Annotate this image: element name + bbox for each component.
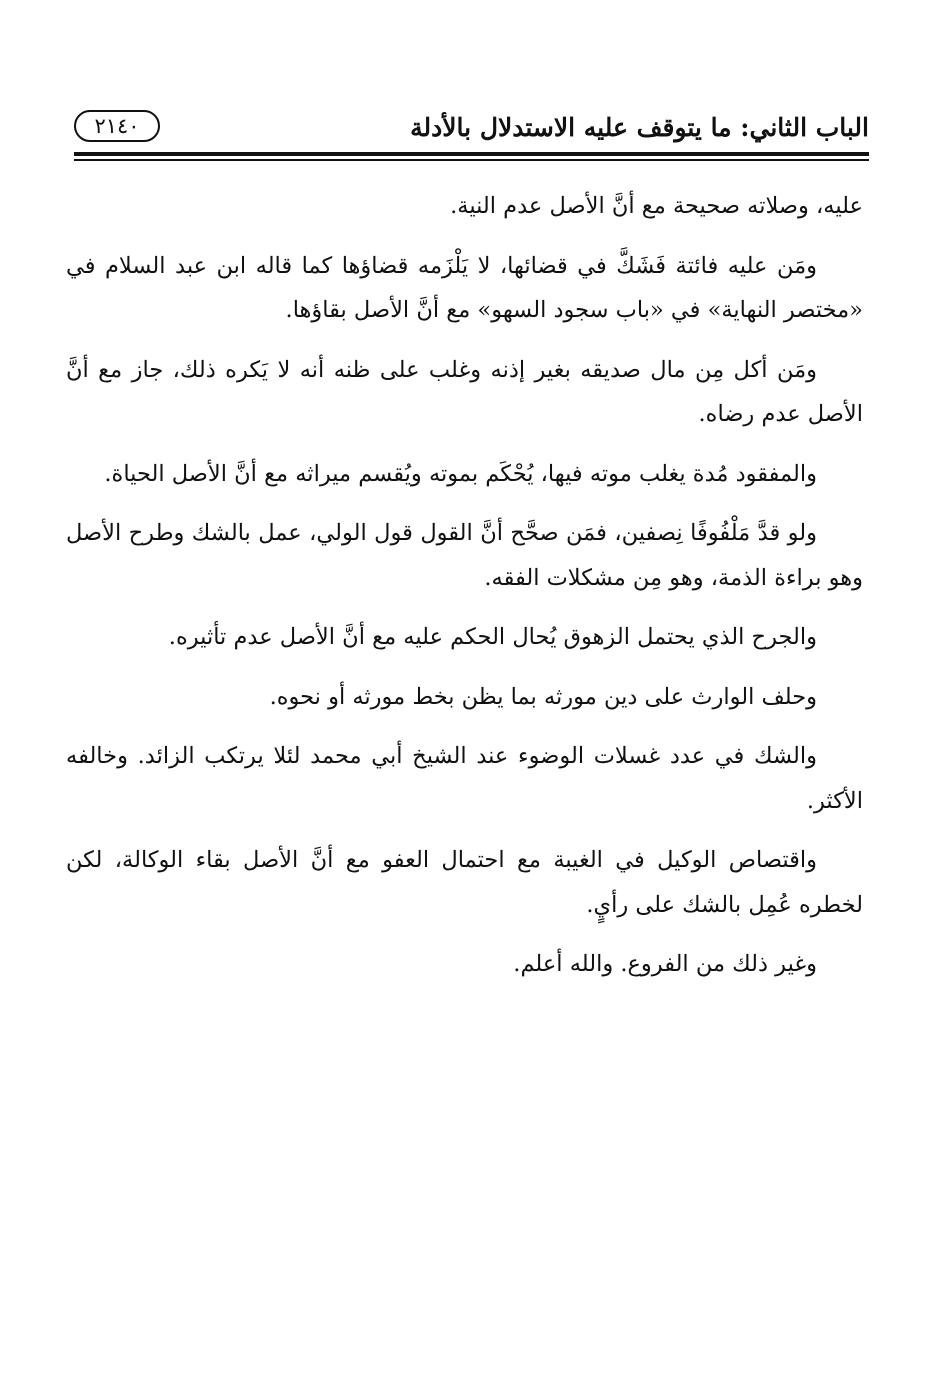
paragraph: وغير ذلك من الفروع. والله أعلم.: [513, 951, 817, 977]
paragraph: وحلف الوارث على دين مورثه بما يظن بخط مورثه أو نحوه.: [269, 683, 817, 710]
paragraph: واقتصاص الوكيل في الغيبة مع احتمال العفو مع أنَّ الأصل بقاء الوكالة، لكن لخطره عُمِل بالشك على رأيٍ.: [66, 847, 863, 918]
header-rule-thick: [74, 152, 869, 156]
paragraph: والمفقود مُدة يغلب موته فيها، يُحْكَم بموته ويُقسم ميراثه مع أنَّ الأصل الحياة.: [104, 460, 817, 487]
paragraph: ومَن عليه فائتة فَشَكَّ في قضائها، لا يَلْزَمه قضاؤها كما قاله ابن عبد السلام في «مختصر النهاية» في «باب سجود السهو» مع أنَّ الأصل بقاؤها.: [66, 252, 863, 323]
paragraph: ومَن أكل مِن مال صديقه بغير إذنه وغلب على ظنه أنه لا يَكره ذلك، جاز مع أنَّ الأصل عدم رضاه.: [66, 356, 863, 427]
paragraph: والشك في عدد غسلات الوضوء عند الشيخ أبي محمد لئلا يرتكب الزائد. وخالفه الأكثر.: [66, 743, 863, 814]
body-text: [66, 184, 863, 1002]
header-rule-thin: [74, 159, 869, 161]
paragraph: والجرح الذي يحتمل الزهوق يُحال الحكم عليه مع أنَّ الأصل عدم تأثيره.: [168, 624, 817, 650]
running-header: [74, 108, 869, 152]
chapter-title: الباب الثاني: ما يتوقف عليه الاستدلال بالأدلة: [410, 113, 869, 142]
page-number: ٢١٤٠: [74, 110, 160, 142]
paragraph: عليه، وصلاته صحيحة مع أنَّ الأصل عدم النية.: [450, 193, 863, 219]
paragraph: ولو قدَّ مَلْفُوفًا نِصفين، فمَن صحَّح أنَّ القول قول الولي، عمل بالشك وطرح الأصل وهو براءة الذمة، وهو مِن مشكلات الفقه.: [66, 520, 863, 591]
